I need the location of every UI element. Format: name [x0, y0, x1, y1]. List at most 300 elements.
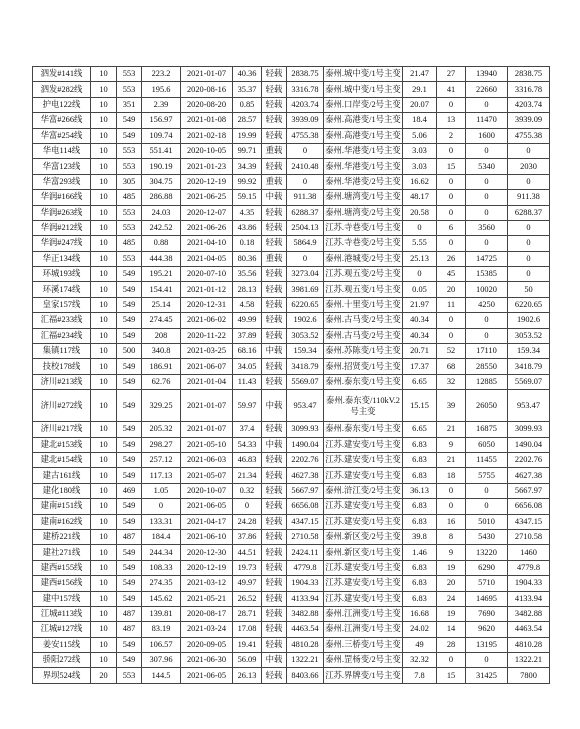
cell-line-name: 皇家157线	[33, 297, 91, 312]
cell-load-rate: 24.28	[233, 514, 262, 529]
cell-rated-capacity: 549	[117, 545, 142, 560]
cell-max-load-date: 2020-09-05	[181, 637, 233, 652]
cell-rated-capacity: 487	[117, 529, 142, 544]
cell-substation-transformer: 江苏.寺巷变/2号主变	[324, 236, 403, 251]
cell-load-status: 轻载	[262, 128, 287, 143]
cell-available-capacity: 6288.37	[287, 205, 324, 220]
cell-load-status: 轻载	[262, 668, 287, 683]
cell-voltage-kv: 10	[91, 67, 117, 82]
cell-voltage-kv: 10	[91, 653, 117, 668]
cell-transferable-capacity: 3099.93	[508, 422, 550, 437]
cell-user-count: 6	[437, 220, 466, 235]
cell-rated-capacity: 487	[117, 606, 142, 621]
cell-load-rate: 26.13	[233, 668, 262, 683]
cell-voltage-kv: 10	[91, 128, 117, 143]
cell-transformer-load-rate: 20.71	[403, 344, 437, 359]
cell-transformer-load-rate: 21.47	[403, 67, 437, 82]
cell-transferable-capacity: 0	[508, 251, 550, 266]
cell-available-capacity: 1904.33	[287, 576, 324, 591]
cell-available-capacity: 6656.08	[287, 499, 324, 514]
table-row	[33, 390, 550, 422]
cell-available-capacity: 5667.97	[287, 483, 324, 498]
cell-rated-capacity: 549	[117, 113, 142, 128]
table-row	[33, 668, 550, 683]
cell-user-capacity: 5755	[466, 468, 508, 483]
cell-voltage-kv: 10	[91, 174, 117, 189]
cell-load-rate: 0.18	[233, 236, 262, 251]
table-row	[33, 545, 550, 560]
table-row	[33, 483, 550, 498]
cell-rated-capacity: 553	[117, 205, 142, 220]
cell-rated-capacity: 553	[117, 67, 142, 82]
cell-line-name: 汇福#234线	[33, 328, 91, 343]
cell-transferable-capacity: 4133.94	[508, 591, 550, 606]
cell-substation-transformer: 泰州.十里变/1号主变	[324, 297, 403, 312]
cell-load-rate: 19.73	[233, 560, 262, 575]
table-row	[33, 67, 550, 82]
cell-load-rate: 43.86	[233, 220, 262, 235]
cell-substation-transformer: 江苏.建安变/1号主变	[324, 468, 403, 483]
cell-max-load: 298.27	[142, 437, 181, 452]
cell-user-capacity: 0	[466, 328, 508, 343]
cell-substation-transformer: 江苏.建安变/1号主变	[324, 576, 403, 591]
cell-voltage-kv: 10	[91, 82, 117, 97]
table-row	[33, 437, 550, 452]
cell-line-name: 建化180线	[33, 483, 91, 498]
cell-max-load: 190.19	[142, 159, 181, 174]
cell-transferable-capacity: 2710.58	[508, 529, 550, 544]
cell-rated-capacity: 549	[117, 267, 142, 282]
cell-available-capacity: 4347.15	[287, 514, 324, 529]
cell-user-count: 0	[437, 328, 466, 343]
cell-available-capacity: 3482.88	[287, 606, 324, 621]
cell-available-capacity: 1322.21	[287, 653, 324, 668]
cell-substation-transformer: 江苏.建安变/1号主变	[324, 452, 403, 467]
cell-transformer-load-rate: 40.34	[403, 313, 437, 328]
table-row	[33, 468, 550, 483]
cell-user-count: 15	[437, 159, 466, 174]
cell-transformer-load-rate: 5.55	[403, 236, 437, 251]
cell-available-capacity: 953.47	[287, 390, 324, 422]
cell-user-count: 0	[437, 190, 466, 205]
cell-max-load-date: 2020-11-22	[181, 328, 233, 343]
cell-transferable-capacity: 1460	[508, 545, 550, 560]
cell-rated-capacity: 549	[117, 653, 142, 668]
cell-load-status: 轻载	[262, 468, 287, 483]
cell-load-status: 轻载	[262, 113, 287, 128]
cell-transformer-load-rate: 0	[403, 220, 437, 235]
cell-transferable-capacity: 5569.07	[508, 374, 550, 389]
cell-max-load-date: 2021-06-30	[181, 653, 233, 668]
cell-voltage-kv: 10	[91, 499, 117, 514]
cell-max-load: 208	[142, 328, 181, 343]
cell-voltage-kv: 10	[91, 267, 117, 282]
table-row	[33, 499, 550, 514]
cell-user-count: 0	[437, 653, 466, 668]
cell-max-load: 117.13	[142, 468, 181, 483]
cell-load-rate: 40.36	[233, 67, 262, 82]
cell-line-name: 华润#247线	[33, 236, 91, 251]
cell-transferable-capacity: 3316.78	[508, 82, 550, 97]
cell-available-capacity: 6220.65	[287, 297, 324, 312]
cell-available-capacity: 0	[287, 143, 324, 158]
cell-max-load-date: 2020-08-16	[181, 82, 233, 97]
cell-load-status: 轻载	[262, 637, 287, 652]
cell-rated-capacity: 553	[117, 220, 142, 235]
cell-load-rate: 28.71	[233, 606, 262, 621]
cell-voltage-kv: 10	[91, 483, 117, 498]
cell-transferable-capacity: 2838.75	[508, 67, 550, 82]
table-row	[33, 82, 550, 97]
table-row	[33, 236, 550, 251]
cell-voltage-kv: 10	[91, 251, 117, 266]
cell-load-rate: 11.43	[233, 374, 262, 389]
cell-transferable-capacity: 1490.04	[508, 437, 550, 452]
cell-max-load: 144.5	[142, 668, 181, 683]
cell-max-load: 307.96	[142, 653, 181, 668]
cell-rated-capacity: 549	[117, 297, 142, 312]
cell-transformer-load-rate: 6.83	[403, 591, 437, 606]
cell-transferable-capacity: 6220.65	[508, 297, 550, 312]
cell-user-capacity: 0	[466, 313, 508, 328]
cell-load-status: 轻载	[262, 374, 287, 389]
cell-transformer-load-rate: 0	[403, 267, 437, 282]
cell-voltage-kv: 10	[91, 220, 117, 235]
cell-voltage-kv: 10	[91, 113, 117, 128]
cell-user-capacity: 0	[466, 499, 508, 514]
cell-available-capacity: 2504.13	[287, 220, 324, 235]
cell-substation-transformer: 泰州.泰东变/110kV.2号主变	[324, 390, 403, 422]
cell-substation-transformer: 泰州.塘湾变/2号主变	[324, 205, 403, 220]
cell-max-load: 0	[142, 499, 181, 514]
cell-transferable-capacity: 2202.76	[508, 452, 550, 467]
cell-user-count: 27	[437, 67, 466, 82]
cell-substation-transformer: 江苏.建安变/1号主变	[324, 499, 403, 514]
cell-transformer-load-rate: 49	[403, 637, 437, 652]
cell-load-status: 轻载	[262, 205, 287, 220]
cell-load-status: 重载	[262, 174, 287, 189]
cell-max-load-date: 2020-07-10	[181, 267, 233, 282]
cell-voltage-kv: 10	[91, 514, 117, 529]
cell-transferable-capacity: 4755.38	[508, 128, 550, 143]
cell-substation-transformer: 江苏.建安变/1号主变	[324, 437, 403, 452]
cell-user-count: 0	[437, 483, 466, 498]
cell-user-capacity: 12885	[466, 374, 508, 389]
cell-substation-transformer: 泰州.三桥变/1号主变	[324, 637, 403, 652]
cell-rated-capacity: 549	[117, 313, 142, 328]
cell-load-rate: 28.57	[233, 113, 262, 128]
table-row	[33, 251, 550, 266]
cell-max-load: 0.88	[142, 236, 181, 251]
cell-max-load: 108.33	[142, 560, 181, 575]
cell-transferable-capacity: 4779.8	[508, 560, 550, 575]
cell-transformer-load-rate: 6.65	[403, 374, 437, 389]
cell-max-load-date: 2021-06-05	[181, 668, 233, 683]
cell-rated-capacity: 305	[117, 174, 142, 189]
cell-voltage-kv: 10	[91, 560, 117, 575]
cell-available-capacity: 0	[287, 251, 324, 266]
cell-load-rate: 0.32	[233, 483, 262, 498]
cell-user-count: 21	[437, 452, 466, 467]
cell-line-name: 环城193线	[33, 267, 91, 282]
cell-load-status: 轻载	[262, 591, 287, 606]
table-row	[33, 113, 550, 128]
cell-transferable-capacity: 4203.74	[508, 97, 550, 112]
cell-voltage-kv: 10	[91, 359, 117, 374]
cell-load-status: 轻载	[262, 422, 287, 437]
cell-line-name: 技校178线	[33, 359, 91, 374]
cell-rated-capacity: 549	[117, 576, 142, 591]
cell-load-rate: 4.35	[233, 205, 262, 220]
cell-line-name: 集镇117线	[33, 344, 91, 359]
cell-transformer-load-rate: 40.34	[403, 328, 437, 343]
table-row	[33, 344, 550, 359]
cell-user-capacity: 14695	[466, 591, 508, 606]
cell-voltage-kv: 10	[91, 205, 117, 220]
cell-transformer-load-rate: 20.58	[403, 205, 437, 220]
cell-max-load-date: 2020-10-07	[181, 483, 233, 498]
cell-max-load: 329.25	[142, 390, 181, 422]
cell-user-capacity: 31425	[466, 668, 508, 683]
table-row	[33, 159, 550, 174]
cell-load-status: 轻载	[262, 499, 287, 514]
cell-transformer-load-rate: 3.03	[403, 159, 437, 174]
cell-load-status: 轻载	[262, 297, 287, 312]
cell-rated-capacity: 553	[117, 82, 142, 97]
cell-max-load: 205.32	[142, 422, 181, 437]
cell-load-status: 中载	[262, 653, 287, 668]
cell-voltage-kv: 10	[91, 97, 117, 112]
cell-load-status: 轻载	[262, 529, 287, 544]
cell-voltage-kv: 10	[91, 344, 117, 359]
cell-line-name: 华润#212线	[33, 220, 91, 235]
cell-max-load: 304.75	[142, 174, 181, 189]
cell-transformer-load-rate: 6.83	[403, 576, 437, 591]
cell-max-load-date: 2020-12-31	[181, 297, 233, 312]
cell-load-rate: 17.08	[233, 622, 262, 637]
cell-rated-capacity: 553	[117, 251, 142, 266]
cell-max-load: 139.81	[142, 606, 181, 621]
cell-transferable-capacity: 6288.37	[508, 205, 550, 220]
cell-max-load: 1.05	[142, 483, 181, 498]
cell-user-count: 2	[437, 128, 466, 143]
cell-transferable-capacity: 2030	[508, 159, 550, 174]
cell-rated-capacity: 549	[117, 468, 142, 483]
cell-user-capacity: 5710	[466, 576, 508, 591]
cell-max-load-date: 2021-03-12	[181, 576, 233, 591]
cell-transformer-load-rate: 16.68	[403, 606, 437, 621]
cell-transformer-load-rate: 48.17	[403, 190, 437, 205]
cell-available-capacity: 5864.9	[287, 236, 324, 251]
table-row	[33, 653, 550, 668]
cell-transferable-capacity: 50	[508, 282, 550, 297]
cell-user-capacity: 13220	[466, 545, 508, 560]
table-row	[33, 297, 550, 312]
cell-load-rate: 99.92	[233, 174, 262, 189]
cell-rated-capacity: 549	[117, 452, 142, 467]
cell-available-capacity: 4463.54	[287, 622, 324, 637]
cell-transformer-load-rate: 15.15	[403, 390, 437, 422]
cell-substation-transformer: 泰州.城中变/1号主变	[324, 67, 403, 82]
cell-transformer-load-rate: 39.8	[403, 529, 437, 544]
cell-line-name: 济川#272线	[33, 390, 91, 422]
cell-user-capacity: 6290	[466, 560, 508, 575]
cell-max-load: 257.12	[142, 452, 181, 467]
table-row	[33, 267, 550, 282]
cell-load-status: 中载	[262, 344, 287, 359]
cell-transformer-load-rate: 3.03	[403, 143, 437, 158]
cell-user-count: 41	[437, 82, 466, 97]
cell-transformer-load-rate: 1.46	[403, 545, 437, 560]
cell-rated-capacity: 549	[117, 282, 142, 297]
cell-max-load: 244.34	[142, 545, 181, 560]
cell-transformer-load-rate: 36.13	[403, 483, 437, 498]
cell-transferable-capacity: 953.47	[508, 390, 550, 422]
cell-substation-transformer: 泰州.口岸变/2号主变	[324, 97, 403, 112]
cell-line-name: 姜安115线	[33, 637, 91, 652]
cell-max-load-date: 2021-01-23	[181, 159, 233, 174]
cell-user-count: 15	[437, 668, 466, 683]
cell-user-capacity: 14725	[466, 251, 508, 266]
cell-rated-capacity: 549	[117, 390, 142, 422]
cell-load-rate: 99.71	[233, 143, 262, 158]
cell-user-capacity: 26050	[466, 390, 508, 422]
cell-load-status: 轻载	[262, 220, 287, 235]
cell-load-status: 轻载	[262, 82, 287, 97]
cell-transformer-load-rate: 32.32	[403, 653, 437, 668]
cell-max-load-date: 2020-08-20	[181, 97, 233, 112]
cell-user-capacity: 5010	[466, 514, 508, 529]
cell-max-load-date: 2021-01-08	[181, 113, 233, 128]
cell-transferable-capacity: 4463.54	[508, 622, 550, 637]
cell-user-count: 19	[437, 606, 466, 621]
cell-substation-transformer: 江苏.寺巷变/1号主变	[324, 220, 403, 235]
cell-available-capacity: 4133.94	[287, 591, 324, 606]
cell-available-capacity: 3981.69	[287, 282, 324, 297]
cell-rated-capacity: 549	[117, 637, 142, 652]
cell-transferable-capacity: 1904.33	[508, 576, 550, 591]
cell-max-load-date: 2021-03-24	[181, 622, 233, 637]
cell-load-rate: 80.36	[233, 251, 262, 266]
cell-rated-capacity: 549	[117, 560, 142, 575]
cell-substation-transformer: 泰州.华港变/1号主变	[324, 159, 403, 174]
cell-voltage-kv: 10	[91, 328, 117, 343]
table-row	[33, 174, 550, 189]
cell-user-count: 20	[437, 282, 466, 297]
cell-line-name: 江城#127线	[33, 622, 91, 637]
cell-voltage-kv: 10	[91, 529, 117, 544]
cell-max-load: 83.19	[142, 622, 181, 637]
table-row	[33, 143, 550, 158]
cell-voltage-kv: 10	[91, 606, 117, 621]
cell-transformer-load-rate: 16.62	[403, 174, 437, 189]
cell-max-load: 2.39	[142, 97, 181, 112]
cell-max-load-date: 2020-08-17	[181, 606, 233, 621]
cell-user-count: 32	[437, 374, 466, 389]
cell-transferable-capacity: 4347.15	[508, 514, 550, 529]
cell-load-status: 重载	[262, 251, 287, 266]
cell-voltage-kv: 10	[91, 143, 117, 158]
cell-max-load: 62.76	[142, 374, 181, 389]
cell-user-capacity: 10020	[466, 282, 508, 297]
cell-max-load-date: 2021-02-18	[181, 128, 233, 143]
cell-available-capacity: 3939.09	[287, 113, 324, 128]
cell-load-rate: 37.4	[233, 422, 262, 437]
cell-available-capacity: 2710.58	[287, 529, 324, 544]
cell-substation-transformer: 泰州.江洲变/1号主变	[324, 622, 403, 637]
cell-available-capacity: 159.34	[287, 344, 324, 359]
cell-line-name: 护电122线	[33, 97, 91, 112]
cell-line-name: 建桥221线	[33, 529, 91, 544]
cell-line-name: 建中157线	[33, 591, 91, 606]
cell-load-rate: 49.99	[233, 313, 262, 328]
cell-load-rate: 49.97	[233, 576, 262, 591]
cell-max-load-date: 2021-05-10	[181, 437, 233, 452]
cell-line-name: 建南#151线	[33, 499, 91, 514]
cell-user-capacity: 0	[466, 205, 508, 220]
cell-line-name: 华富#254线	[33, 128, 91, 143]
cell-user-count: 26	[437, 251, 466, 266]
cell-line-name: 骄阳272线	[33, 653, 91, 668]
cell-user-count: 19	[437, 560, 466, 575]
cell-max-load: 274.45	[142, 313, 181, 328]
cell-line-name: 建西#156线	[33, 576, 91, 591]
cell-rated-capacity: 549	[117, 591, 142, 606]
cell-max-load: 444.38	[142, 251, 181, 266]
cell-load-rate: 37.89	[233, 328, 262, 343]
table-row	[33, 591, 550, 606]
cell-available-capacity: 3053.52	[287, 328, 324, 343]
cell-available-capacity: 911.38	[287, 190, 324, 205]
cell-load-status: 轻载	[262, 359, 287, 374]
cell-voltage-kv: 10	[91, 591, 117, 606]
cell-available-capacity: 8403.66	[287, 668, 324, 683]
cell-voltage-kv: 20	[91, 668, 117, 683]
cell-line-name: 华电114线	[33, 143, 91, 158]
cell-load-status: 中载	[262, 190, 287, 205]
cell-substation-transformer: 泰州.塘湾变/1号主变	[324, 190, 403, 205]
cell-max-load: 195.6	[142, 82, 181, 97]
cell-max-load: 25.14	[142, 297, 181, 312]
cell-line-name: 汇福#233线	[33, 313, 91, 328]
cell-user-count: 8	[437, 529, 466, 544]
cell-load-rate: 4.58	[233, 297, 262, 312]
cell-rated-capacity: 500	[117, 344, 142, 359]
cell-user-capacity: 0	[466, 236, 508, 251]
cell-available-capacity: 4810.28	[287, 637, 324, 652]
cell-line-name: 建社271线	[33, 545, 91, 560]
cell-user-capacity: 0	[466, 174, 508, 189]
feeder-load-table	[32, 66, 550, 684]
cell-load-rate: 34.05	[233, 359, 262, 374]
cell-available-capacity: 4755.38	[287, 128, 324, 143]
cell-user-count: 0	[437, 97, 466, 112]
table-row	[33, 622, 550, 637]
cell-voltage-kv: 10	[91, 297, 117, 312]
cell-substation-transformer: 泰州.港城变/2号主变	[324, 251, 403, 266]
cell-load-rate: 54.33	[233, 437, 262, 452]
cell-transformer-load-rate: 5.06	[403, 128, 437, 143]
cell-load-status: 轻载	[262, 282, 287, 297]
cell-user-capacity: 5430	[466, 529, 508, 544]
cell-user-capacity: 1600	[466, 128, 508, 143]
cell-load-status: 轻载	[262, 606, 287, 621]
cell-transformer-load-rate: 6.83	[403, 437, 437, 452]
cell-transformer-load-rate: 17.37	[403, 359, 437, 374]
cell-rated-capacity: 549	[117, 128, 142, 143]
cell-line-name: 建西#155线	[33, 560, 91, 575]
cell-rated-capacity: 549	[117, 499, 142, 514]
